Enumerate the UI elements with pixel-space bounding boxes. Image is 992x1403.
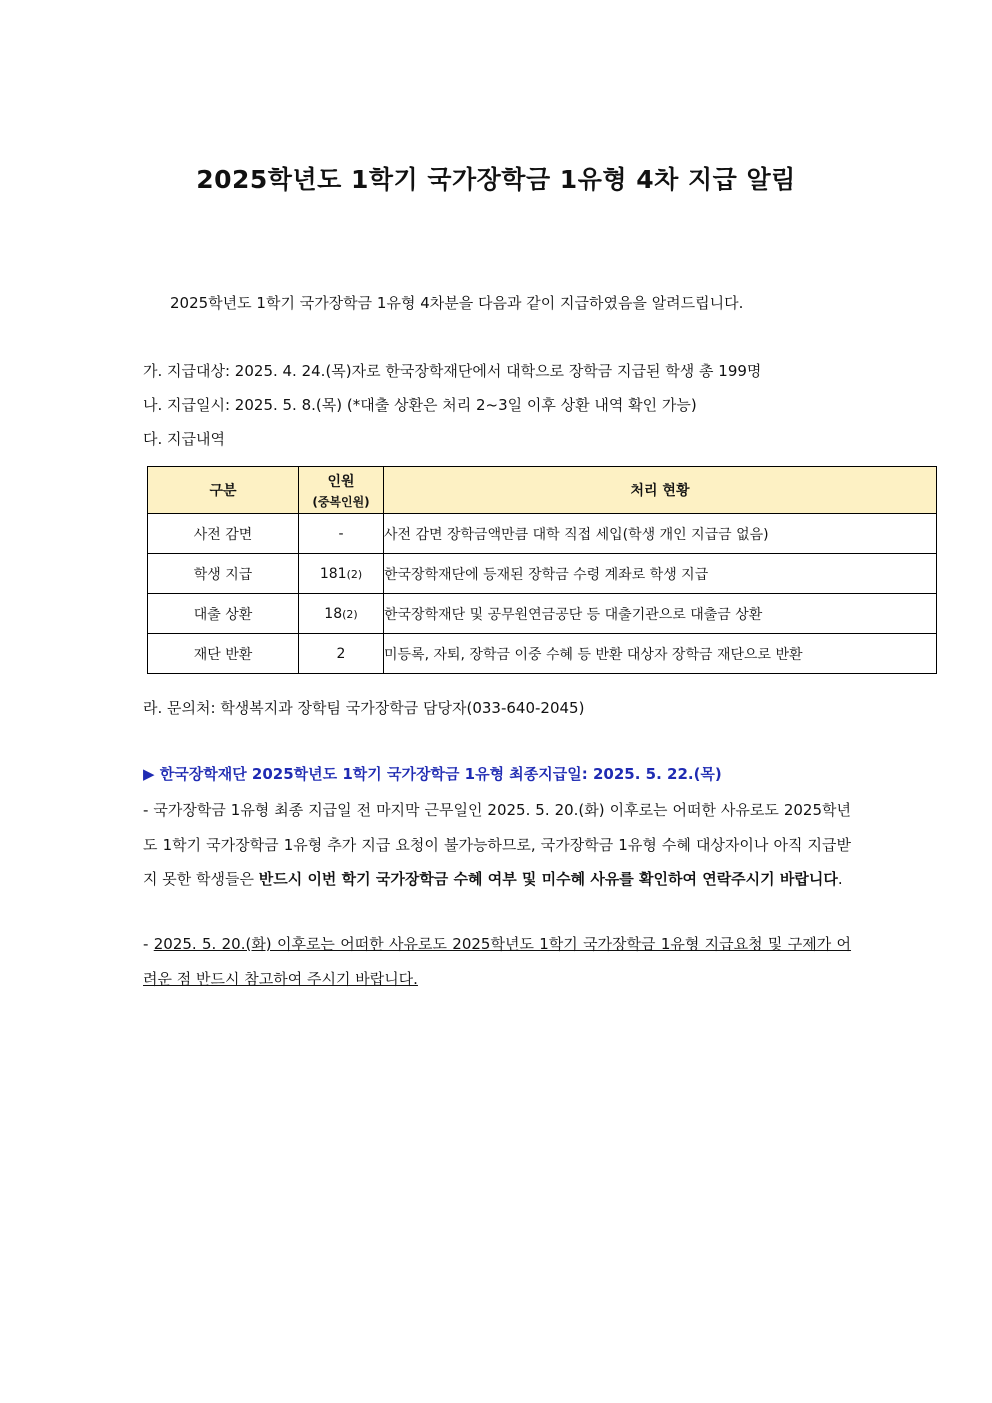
item-payment-date: 나. 지급일시: 2025. 5. 8.(목) (*대출 상환은 처리 2~3일 이후 상환 내역 확인 가능) [143, 396, 697, 414]
cell-count: 18(2) [299, 594, 384, 634]
cell-count: 2 [299, 634, 384, 674]
notice-footnote-prefix: - [143, 935, 154, 953]
intro-paragraph: 2025학년도 1학기 국가장학금 1유형 4차분을 다음과 같이 지급하였음을 알려드립니다. [170, 294, 744, 312]
cell-detail: 미등록, 자퇴, 장학금 이중 수혜 등 반환 대상자 장학금 재단으로 반환 [384, 634, 937, 674]
header-count: 인원 (중복인원) [299, 467, 384, 514]
notice-body [143, 793, 851, 897]
cell-count: 181(2) [299, 554, 384, 594]
header-category: 구분 [148, 467, 299, 514]
cell-detail: 한국장학재단 및 공무원연금공단 등 대출기관으로 대출금 상환 [384, 594, 937, 634]
notice-body-text: - 국가장학금 1유형 최종 지급일 전 마지막 근무일인 2025. 5. 20.(화) 이후로는 어떠한 사유로도 2025학년도 1학기 국가장학금 1유형 추가 지급 요청이 불가능하므로, 국가장학금 1유형 수혜 대상자이나 아직 지급받지 못한 학생들은 [143, 801, 851, 888]
notice-heading: ▶ 한국장학재단 2025학년도 1학기 국가장학금 1유형 최종지급일: 2025. 5. 22.(목) [143, 765, 722, 783]
notice-footnote [143, 927, 851, 996]
table-row [148, 634, 937, 674]
payment-details-table [147, 466, 937, 674]
notice-footnote-underlined: 2025. 5. 20.(화) 이후로는 어떠한 사유로도 2025학년도 1학기 국가장학금 1유형 지급요청 및 구제가 어려운 점 반드시 참고하여 주시기 바랍니다. [143, 935, 852, 988]
cell-category: 사전 감면 [148, 514, 299, 554]
table-row [148, 514, 937, 554]
header-count-sub: (중복인원) [312, 494, 370, 509]
cell-detail: 한국장학재단에 등재된 장학금 수령 계좌로 학생 지급 [384, 554, 937, 594]
notice-body-emphasis: 반드시 이번 학기 국가장학금 수혜 여부 및 미수혜 사유를 확인하여 연락주시기 바랍니다 [258, 870, 838, 888]
cell-category: 재단 반환 [148, 634, 299, 674]
cell-detail: 사전 감면 장학금액만큼 대학 직접 세입(학생 개인 지급금 없음) [384, 514, 937, 554]
item-contact: 라. 문의처: 학생복지과 장학팀 국가장학금 담당자(033-640-2045) [143, 699, 585, 717]
header-detail: 처리 현황 [384, 467, 937, 514]
cell-category: 대출 상환 [148, 594, 299, 634]
cell-category: 학생 지급 [148, 554, 299, 594]
table-header-row [148, 467, 937, 514]
cell-count: - [299, 514, 384, 554]
table-row [148, 594, 937, 634]
item-payment-target: 가. 지급대상: 2025. 4. 24.(목)자로 한국장학재단에서 대학으로 장학금 지급된 학생 총 199명 [143, 362, 762, 380]
table-row [148, 554, 937, 594]
item-payment-details-label: 다. 지급내역 [143, 430, 225, 448]
notice-body-end: . [837, 870, 843, 888]
page-title: 2025학년도 1학기 국가장학금 1유형 4차 지급 알림 [196, 165, 796, 194]
